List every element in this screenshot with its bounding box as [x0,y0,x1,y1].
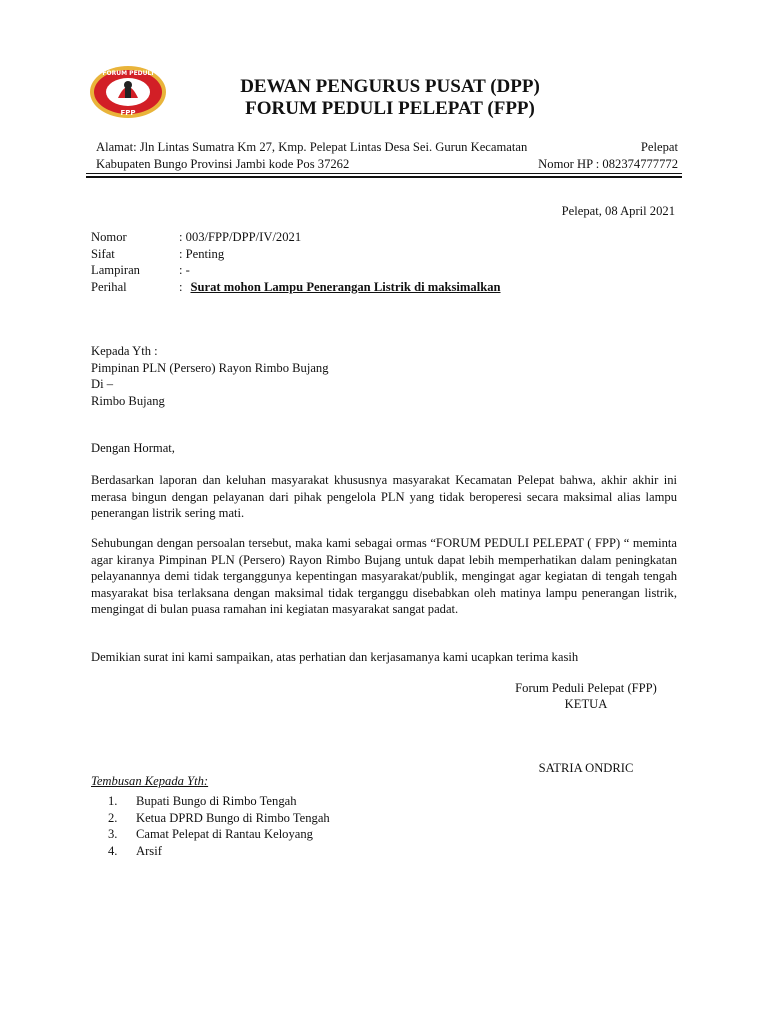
list-item-number: 1. [108,794,118,808]
header-divider-thick [86,176,682,178]
recipient-line: Pimpinan PLN (Persero) Rayon Rimbo Bujang [91,360,329,375]
meta-row-nomor [91,229,501,246]
logo-text-top: FORUM PEDULI [102,70,154,77]
meta-value: : Penting [179,246,225,261]
signature-name: SATRIA ONDRIC [538,761,634,775]
cc-list [108,793,330,859]
list-item [108,793,330,810]
list-item-text: Ketua DPRD Bungo di Rimbo Tengah [136,810,330,825]
fpp-logo [88,64,168,120]
meta-row-lampiran [91,262,501,279]
list-item-number: 4. [108,843,118,858]
closing-paragraph: Demikian surat ini kami sampaikan, atas perhatian dan kerjasamanya kami ucapkan terima kasih [91,650,579,664]
body-paragraph-2: Sehubungan dengan persoalan tersebut, maka kami sebagai ormas “FORUM PEDULI PELEPAT ( FPP) “ meminta agar kiranya Pimpinan PLN (Persero) Rayon Rimbo Bujang untuk dapat lebih memperhatikan dalam peningkatan pelayanannya demi tidak terganggunya kepentingan masyarakat/publik, mengingat agar kegiatan di tengah tengah masyarakat bisa terlaksana dengan maksimal tidak terganggu disebabkan oleh matinya lampu penerangan listrik, mengingat di bulan puasa ramahan ini kegiatan masyarakat sangat padat. [91,536,677,616]
letter-meta [91,229,501,295]
meta-row-sifat [91,246,501,263]
meta-key: Lampiran [91,263,140,277]
letter-date: Pelepat, 08 April 2021 [561,204,675,218]
list-item [108,826,330,843]
recipient-line: Kepada Yth : [91,344,158,358]
address-line1-right: Pelepat [640,140,678,154]
header-title-line1: DEWAN PENGURUS PUSAT (DPP) [240,76,540,97]
cc-heading-text: Tembusan Kepada Yth [91,774,204,788]
meta-row-perihal [91,279,501,296]
logo-text-bottom: FPP [120,109,136,117]
address-line2-right: Nomor HP : 082374777772 [538,157,678,171]
meta-key: Nomor [91,230,127,244]
meta-key: Perihal [91,279,127,294]
meta-key: Sifat [91,246,115,261]
cc-heading [91,774,208,789]
meta-value: : [179,279,183,294]
recipient-block [91,343,677,409]
header-title-line2: FORUM PEDULI PELEPAT (FPP) [245,98,535,119]
list-item-number: 2. [108,810,118,825]
recipient-line: Di – [91,377,114,391]
list-item-text: Camat Pelepat di Rantau Keloyang [136,827,313,841]
address-line1-left: Alamat: Jln Lintas Sumatra Km 27, Kmp. Pelepat Lintas Desa Sei. Gurun Kecamatan [96,140,528,154]
address-line2-left: Kabupaten Bungo Provinsi Jambi kode Pos 37262 [96,157,350,171]
cc-heading-colon: : [203,774,209,788]
body-paragraph-1: Berdasarkan laporan dan keluhan masyarakat khususnya masyarakat Kecamatan Pelepat bahwa, akhir akhir ini merasa bingun dengan pelayanan dari pihak pengelola PLN yang tidak beroperesi secara maksimal alias lampu penerangan listrik sering mati. [91,473,677,520]
meta-value: : - [179,263,190,277]
list-item [108,843,330,860]
meta-value: : 003/FPP/DPP/IV/2021 [179,230,302,244]
salutation: Dengan Hormat, [91,441,175,455]
signature-org: Forum Peduli Pelepat (FPP) [515,681,657,695]
list-item [108,810,330,827]
list-item-number: 3. [108,827,118,841]
signature-position: KETUA [564,697,608,711]
perihal-subject: Surat mohon Lampu Penerangan Listrik di maksimalkan [190,279,501,294]
address-line1 [96,139,678,156]
address-line2 [96,156,678,173]
recipient-line: Rimbo Bujang [91,393,165,408]
list-item-text: Bupati Bungo di Rimbo Tengah [136,794,297,808]
header-divider-thin [86,173,682,174]
list-item-text: Arsif [136,843,162,858]
